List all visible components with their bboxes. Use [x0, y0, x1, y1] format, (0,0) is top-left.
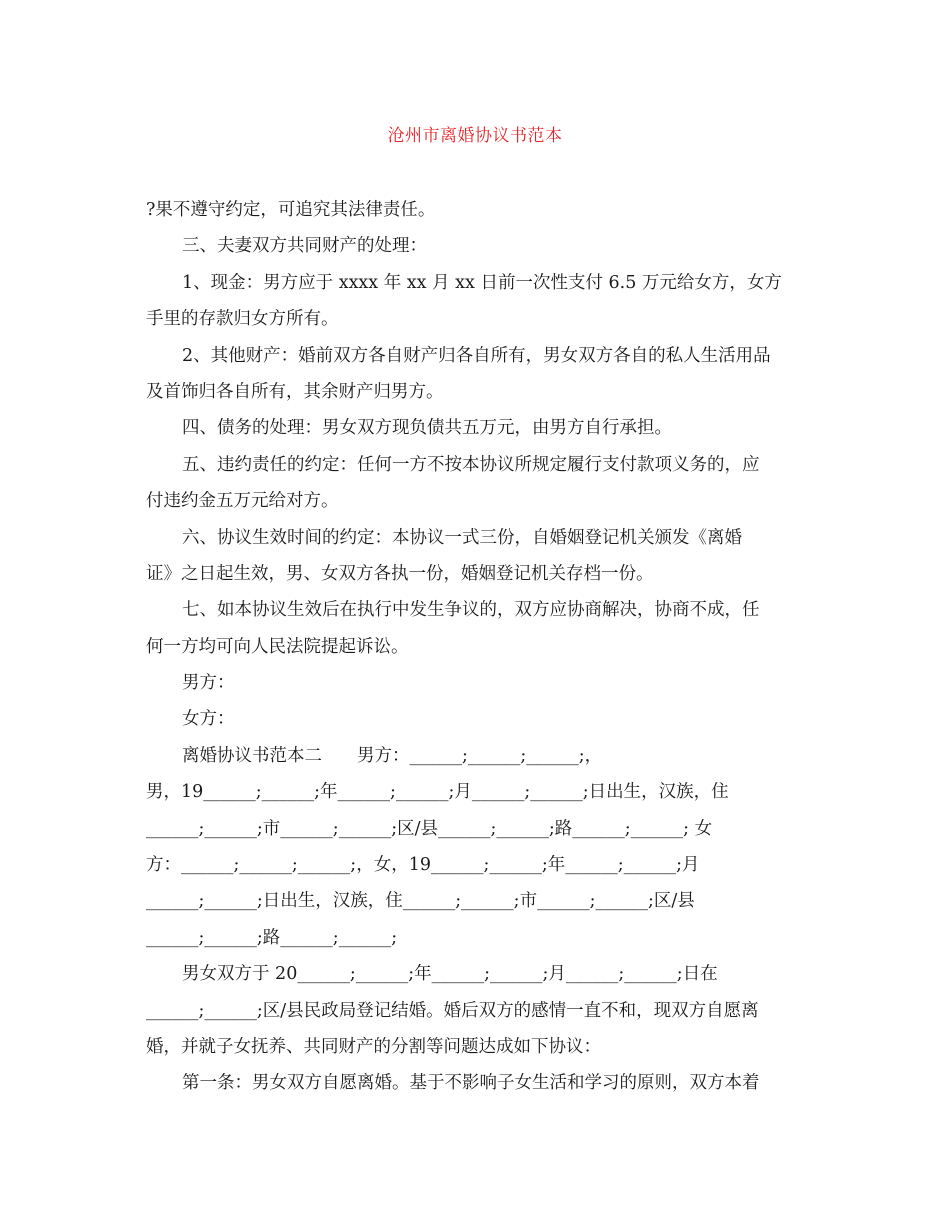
text-line: 及首饰归各自所有，其余财产归男方。 [146, 381, 444, 402]
text-line: 离婚协议书范本二 男方：______;______;______;， [182, 745, 603, 766]
text-line: 男方： [182, 673, 235, 694]
text-line: 证》之日起生效，男、女双方各执一份，婚姻登记机关存档一份。 [146, 563, 654, 584]
text-line: 五、违约责任的约定：任何一方不按本协议所规定履行支付款项义务的，应 [182, 454, 760, 475]
text-line: 2、其他财产：婚前双方各自财产归各自所有，男女双方各自的私人生活用品 [182, 345, 771, 366]
text-line: ______;______;日出生，汉族，住______;______;市______;______;区/县 [146, 891, 695, 912]
text-line: 付违约金五万元给对方。 [146, 491, 339, 512]
text-line: ______;______;路______;______; [146, 927, 398, 948]
document-body [146, 192, 812, 1102]
text-line: 手里的存款归女方所有。 [146, 309, 339, 330]
text-line: ______;______;区/县民政局登记结婚。婚后双方的感情一直不和，现双方自愿离 [146, 1000, 759, 1021]
page-title: 沧州市离婚协议书范本 [387, 126, 563, 146]
text-line: 第一条：男女双方自愿离婚。基于不影响子女生活和学习的原则，双方本着 [182, 1073, 760, 1094]
text-line: 婚，并就子女抚养、共同财产的分割等问题达成如下协议： [146, 1036, 601, 1057]
text-line: 女方： [182, 709, 235, 730]
text-line: 1、现金：男方应于 xxxx 年 xx 月 xx 日前一次性支付 6.5 万元给女方，女方 [182, 272, 782, 293]
text-line: ?果不遵守约定，可追究其法律责任。 [146, 200, 436, 220]
text-line: 四、债务的处理：男女双方现负债共五万元，由男方自行承担。 [182, 418, 672, 439]
text-line: 七、如本协议生效后在执行中发生争议的，双方应协商解决，协商不成，任 [182, 600, 760, 621]
text-line: 男，19______;______;年______;______;月______;______;日出生，汉族，住 [146, 782, 729, 803]
text-line: 方：______;______;______;，女，19______;______;年______;______;月 [146, 855, 700, 876]
text-line: ______;______;市______;______;区/县______;______;路______;______; 女 [146, 818, 713, 839]
text-line: 何一方均可向人民法院提起诉讼。 [146, 636, 409, 657]
text-line: 男女双方于 20______;______;年______;______;月______;______;日在 [182, 964, 718, 985]
text-line: 三、夫妻双方共同财产的处理： [182, 236, 427, 257]
text-line: 六、协议生效时间的约定：本协议一式三份，自婚姻登记机关颁发《离婚 [182, 527, 742, 548]
